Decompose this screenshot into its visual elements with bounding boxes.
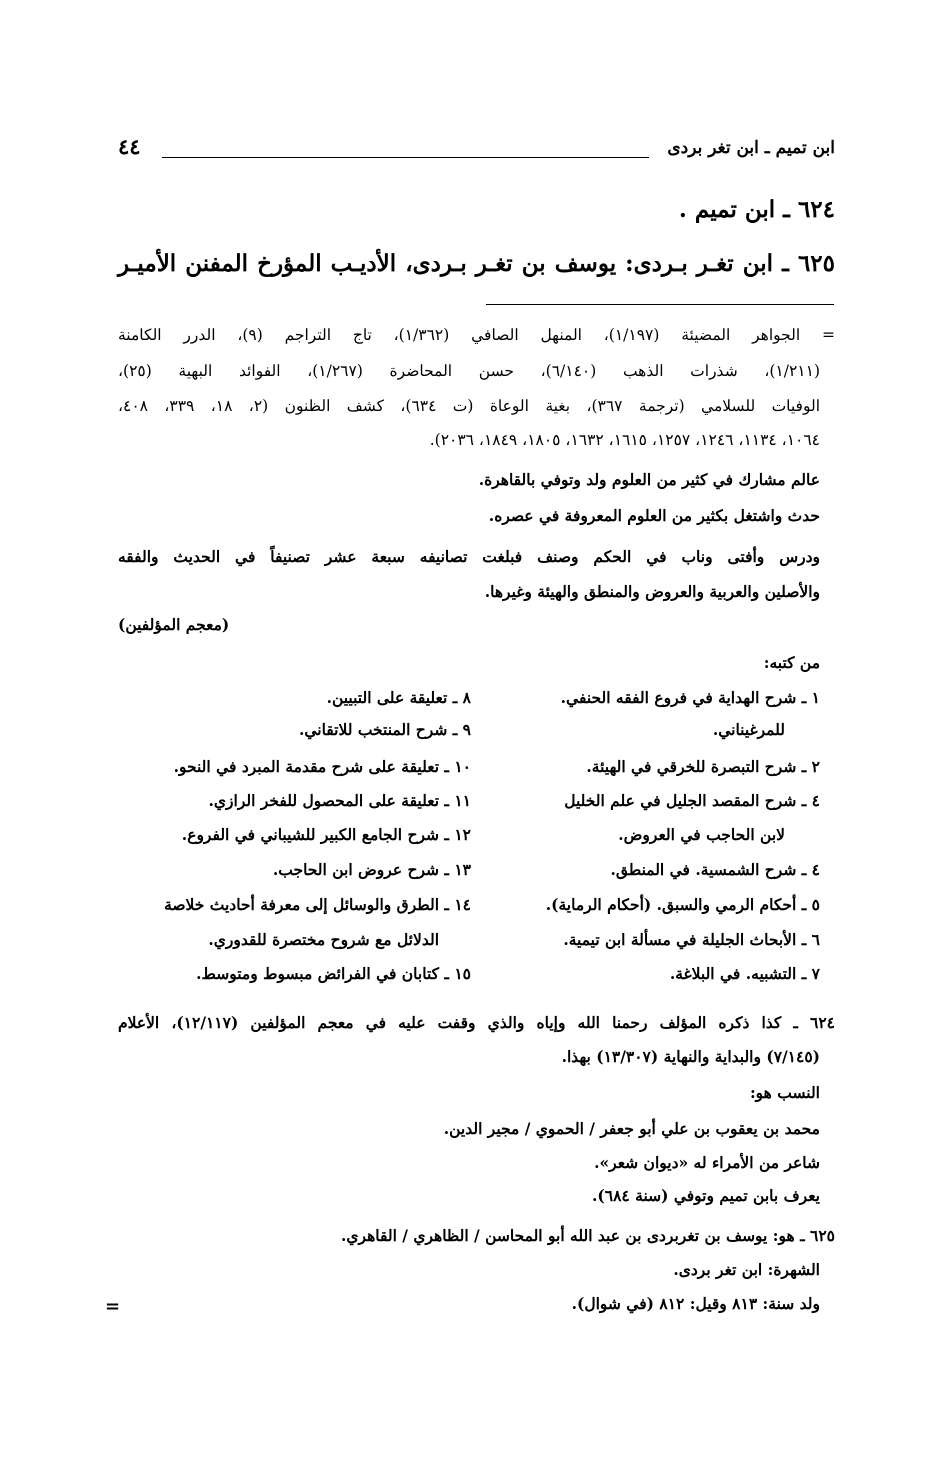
entry-625: ٦٢٥ ـ ابن تغـر بـردى: يوسف بن تغـر بـردى، الأديـب المؤرخ المفنن الأميـر xyxy=(118,250,835,277)
note-624-line-1: ٦٢٤ ـ كذا ذكره المؤلف رحمنا الله وإياه والذي وقفت عليه في معجم المؤلفين (١٢/١١٧)، الأعلام xyxy=(118,1013,835,1032)
note-625-birth: ولد سنة: ٨١٣ وقيل: ٨١٢ (في شوال). xyxy=(571,1294,820,1313)
bio-line-3: ودرس وأفتى وناب في الحكم وصنف فبلغت تصانيفه سبعة عشر تصنيفاً في الحديث والفقه xyxy=(118,547,820,566)
note-624-lineage: محمد بن يعقوب بن علي أبو جعفر / الحموي / مجير الدين. xyxy=(443,1119,820,1138)
work-item: ١٥ ـ كتابان في الفرائض مبسوط ومتوسط. xyxy=(196,964,471,983)
sources-line-4: ١٠٦٤، ١١٣٤، ١٢٤٦، ١٢٥٧، ١٦١٥، ١٦٣٢، ١٨٠٥، ١٨٤٩، ٢٠٣٦). xyxy=(429,431,820,449)
sources-line-2: (١/٢١١)، شذرات الذهب (٦/١٤٠)، حسن المحاضرة (١/٢٦٧)، الفوائد البهية (٢٥)، xyxy=(118,362,820,380)
note-624-lineage-label: النسب هو: xyxy=(749,1083,820,1102)
work-item: ٦ ـ الأبحاث الجليلة في مسألة ابن تيمية. xyxy=(563,930,820,949)
work-item: ٢ ـ شرح التبصرة للخرقي في الهيئة. xyxy=(586,757,820,776)
work-item: ١٠ ـ تعليقة على شرح مقدمة المبرد في النحو. xyxy=(173,757,471,776)
note-624-known: يعرف بابن تميم وتوفي (سنة ٦٨٤). xyxy=(592,1186,820,1205)
footnote-separator xyxy=(486,304,834,305)
work-item: ٤ ـ شرح الشمسية. في المنطق. xyxy=(610,860,820,879)
bio-line-1: عالم مشارك في كثير من العلوم ولد وتوفي بالقاهرة. xyxy=(478,470,820,489)
work-item: ١١ ـ تعليقة على المحصول للفخر الرازي. xyxy=(208,791,471,810)
work-item-continuation: لابن الحاجب في العروض. xyxy=(618,825,785,844)
note-624-poet: شاعر من الأمراء له «ديوان شعر». xyxy=(594,1153,820,1172)
work-item: ٧ ـ التشبيه. في البلاغة. xyxy=(669,964,820,983)
work-item: ٩ ـ شرح المنتخب للاتقاني. xyxy=(298,720,471,739)
works-heading: من كتبه: xyxy=(763,653,820,672)
note-624-line-2: (٧/١٤٥) والبداية والنهاية (١٣/٣٠٧) بهذا. xyxy=(561,1047,820,1066)
work-item: ١٣ ـ شرح عروض ابن الحاجب. xyxy=(272,860,471,879)
header-rule xyxy=(162,157,649,158)
bio-source: (معجم المؤلفين) xyxy=(118,615,230,634)
note-625-line-1: ٦٢٥ ـ هو: يوسف بن تغربردى بن عبد الله أبو المحاسن / الظاهري / القاهري. xyxy=(341,1226,835,1245)
note-625-fame: الشهرة: ابن تغر بردى. xyxy=(673,1260,820,1279)
sources-line-1: = الجواهر المضيئة (١/١٩٧)، المنهل الصافي (١/٣٦٢)، تاج التراجم (٩)، الدرر الكامنة xyxy=(118,326,835,344)
bio-line-2: حدث واشتغل بكثير من العلوم المعروفة في عصره. xyxy=(488,506,820,525)
work-item: ١ ـ شرح الهداية في فروع الفقه الحنفي. xyxy=(560,688,820,707)
work-item: ٨ ـ تعليقة على التبيين. xyxy=(326,688,471,707)
running-header-title: ابن تميم ـ ابن تغر بردى xyxy=(667,138,835,158)
work-item-continuation: للمرغيناني. xyxy=(712,720,785,739)
page-number: ٤٤ xyxy=(118,134,141,159)
work-item: ٤ ـ شرح المقصد الجليل في علم الخليل xyxy=(564,791,820,810)
bio-line-4: والأصلين والعربية والعروض والمنطق والهيئة وغيرها. xyxy=(484,582,820,601)
continuation-mark: = xyxy=(105,1296,121,1317)
entry-624: ٦٢٤ ـ ابن تميم . xyxy=(678,196,835,223)
work-item: ١٢ ـ شرح الجامع الكبير للشيباني في الفروع. xyxy=(181,825,471,844)
work-item: ١٤ ـ الطرق والوسائل إلى معرفة أحاديث خلاصة xyxy=(164,895,471,914)
sources-line-3: الوفيات للسلامي (ترجمة ٣٦٧)، بغية الوعاة (ت ٦٣٤)، كشف الظنون (٢، ١٨، ٣٣٩، ٤٠٨، xyxy=(118,397,821,415)
work-item: ٥ ـ أحكام الرمي والسبق. (أحكام الرماية). xyxy=(545,895,820,914)
work-item-continuation: الدلائل مع شروح مختصرة للقدوري. xyxy=(208,930,439,949)
